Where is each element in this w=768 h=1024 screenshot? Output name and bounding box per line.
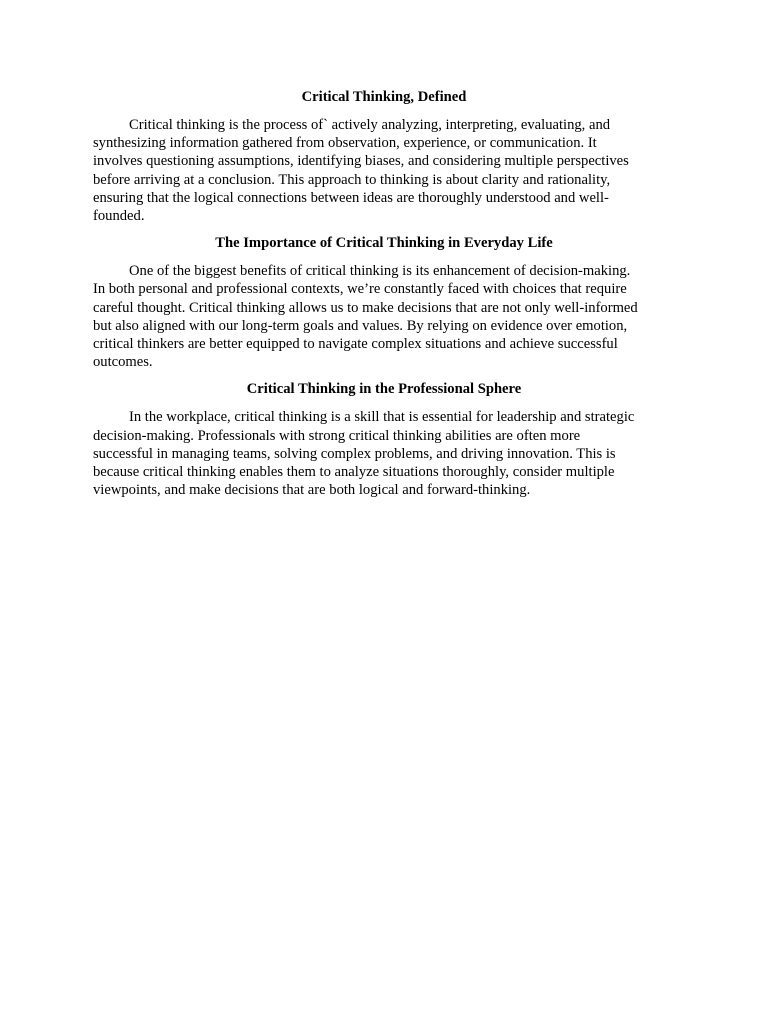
section-heading-everyday-life: The Importance of Critical Thinking in Everyday Life	[215, 235, 553, 252]
paragraph-line: involves questioning assumptions, identifying biases, and considering multiple perspectives	[93, 153, 629, 170]
paragraph-line: synthesizing information gathered from observation, experience, or communication. It	[93, 135, 597, 152]
section-paragraph-everyday-life	[93, 262, 675, 371]
paragraph-line: because critical thinking enables them to analyze situations thoroughly, consider multiple	[93, 464, 615, 481]
paragraph-line: successful in managing teams, solving complex problems, and driving innovation. This is	[93, 445, 616, 462]
paragraph-line: founded.	[93, 208, 145, 225]
paragraph-line: decision-making. Professionals with strong critical thinking abilities are often more	[93, 427, 581, 444]
paragraph-line: ensuring that the logical connections between ideas are thoroughly understood and well-	[93, 189, 609, 206]
paragraph-line: viewpoints, and make decisions that are both logical and forward-thinking.	[93, 482, 531, 499]
paragraph-line: critical thinkers are better equipped to navigate complex situations and achieve successful	[93, 336, 618, 353]
document-page	[93, 88, 675, 508]
section-heading-professional: Critical Thinking in the Professional Sphere	[246, 381, 522, 398]
paragraph-line: outcomes.	[93, 354, 153, 371]
section-heading-definition: Critical Thinking, Defined	[301, 89, 467, 105]
paragraph-line: In the workplace, critical thinking is a skill that is essential for leadership and strategic	[129, 409, 635, 426]
paragraph-line: but also aligned with our long-term goals and values. By relying on evidence over emotion,	[93, 317, 628, 334]
paragraph-line: In both personal and professional contexts, we’re constantly faced with choices that require	[93, 281, 627, 298]
paragraph-line: careful thought. Critical thinking allows us to make decisions that are not only well-informed	[93, 299, 638, 316]
section-paragraph-professional	[93, 408, 675, 499]
paragraph-line: Critical thinking is the process of` actively analyzing, interpreting, evaluating, and	[129, 117, 611, 133]
paragraph-line: One of the biggest benefits of critical thinking is its enhancement of decision-making.	[129, 263, 631, 280]
paragraph-line: before arriving at a conclusion. This approach to thinking is about clarity and rationality,	[93, 171, 611, 188]
section-paragraph-definition	[93, 116, 675, 225]
